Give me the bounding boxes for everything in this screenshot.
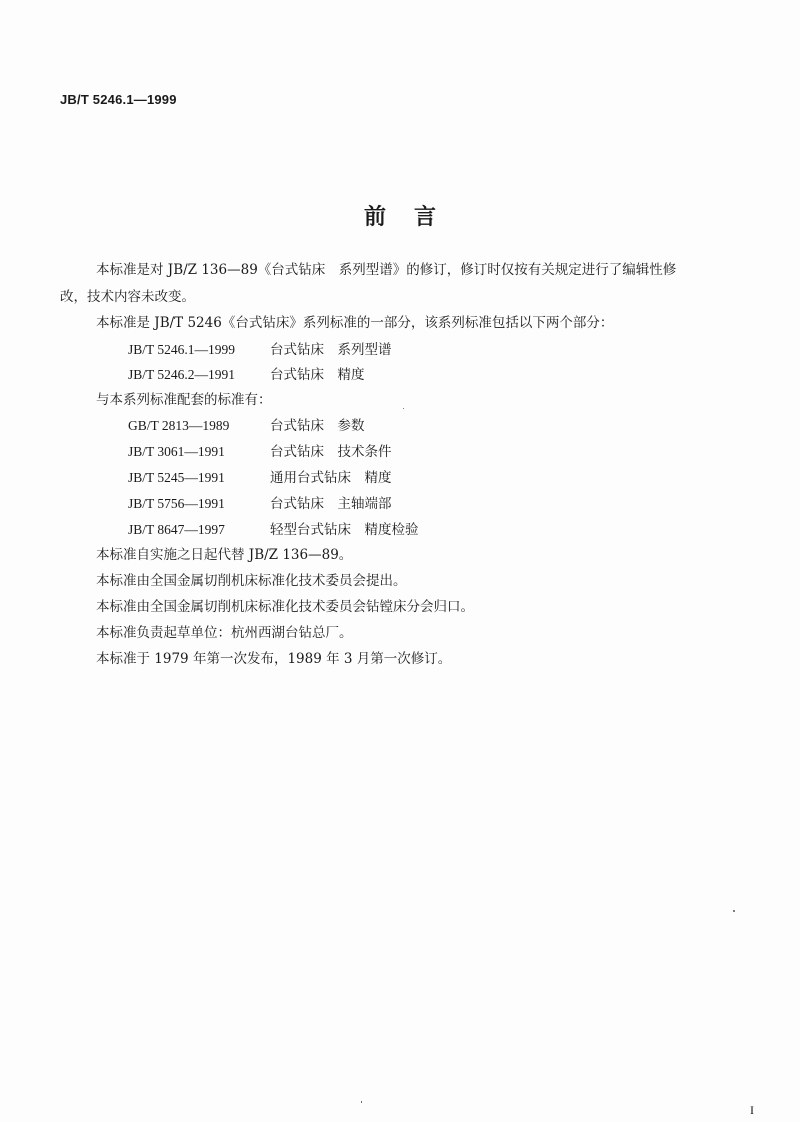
paragraph-replaces: 本标准自实施之日起代替 JB/Z 136—89。: [96, 547, 353, 563]
list-item: [128, 443, 392, 461]
list-item: [128, 417, 365, 435]
scan-speck: [733, 910, 735, 912]
standard-name: 台式钻床 精度: [270, 367, 365, 383]
scan-speck: [403, 408, 404, 409]
standard-name: 通用台式钻床 精度: [270, 470, 392, 486]
standard-code: JB/T 5245—1991: [128, 470, 225, 485]
paragraph-series-intro: 本标准是 JB/T 5246《台式钻床》系列标准的一部分，该系列标准包括以下两个部分：: [96, 315, 614, 331]
list-item: [128, 495, 392, 513]
list-item: [128, 469, 392, 487]
standard-code: JB/T 3061—1991: [128, 444, 225, 459]
paragraph-related-intro: 与本系列标准配套的标准有：: [96, 392, 272, 408]
paragraph-revision-line2: 改，技术内容未改变。: [60, 289, 195, 305]
paragraph-drafting-unit: 本标准负责起草单位：杭州西湖台钻总厂。: [96, 625, 353, 641]
list-item: [128, 521, 419, 539]
scan-speck: [361, 1101, 362, 1103]
paragraph-proposed-by: 本标准由全国金属切削机床标准化技术委员会提出。: [96, 573, 407, 589]
standard-code: JB/T 5246.1—1999: [128, 342, 236, 357]
standard-code: GB/T 2813—1989: [128, 418, 230, 433]
list-item: [128, 341, 392, 359]
standard-code: JB/T 5246.2—1991: [128, 367, 236, 382]
page-title: 前言: [363, 205, 464, 230]
paragraph-managed-by: 本标准由全国金属切削机床标准化技术委员会钻镗床分会归口。: [96, 599, 474, 615]
paragraph-revision-line1: 本标准是对 JB/Z 136—89《台式钻床 系列型谱》的修订，修订时仅按有关规定进行了编辑性修: [96, 262, 677, 278]
standard-name: 轻型台式钻床 精度检验: [270, 522, 419, 538]
standard-code: JB/T 8647—1997: [128, 522, 225, 537]
standard-code: JB/T 5756—1991: [128, 496, 225, 511]
page-number: I: [750, 1103, 754, 1117]
standard-name: 台式钻床 主轴端部: [270, 496, 392, 512]
standard-name: 台式钻床 系列型谱: [270, 342, 392, 358]
standard-code-header: JB/T 5246.1—1999: [60, 92, 177, 107]
standard-name: 台式钻床 技术条件: [270, 444, 392, 460]
standard-name: 台式钻床 参数: [270, 418, 365, 434]
paragraph-history: 本标准于 1979 年第一次发布，1989 年 3 月第一次修订。: [96, 651, 452, 667]
list-item: [128, 366, 365, 384]
